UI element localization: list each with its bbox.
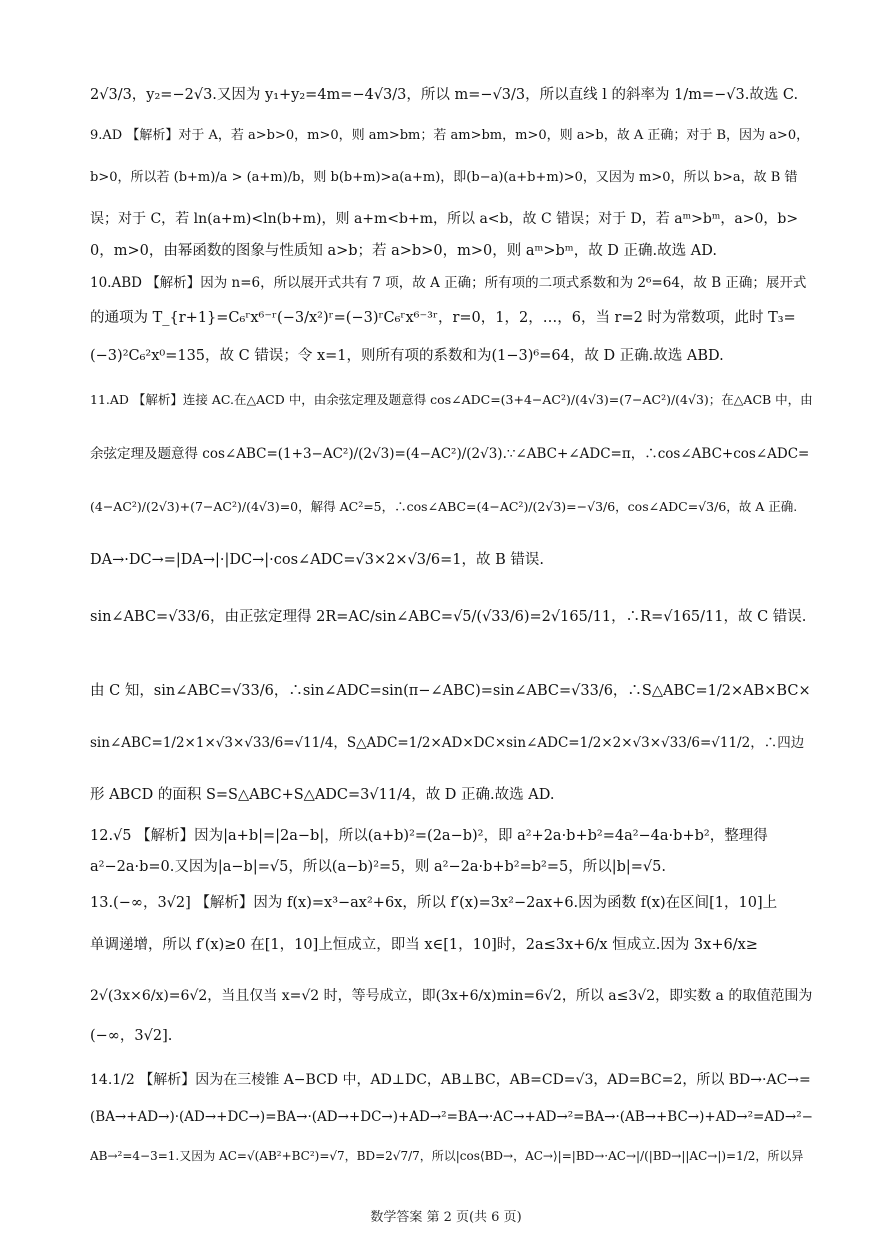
text-line: 0，m>0，由幂函数的图象与性质知 a>b；若 a>b>0，m>0，则 aᵐ>bᵐ，故 D 正确.故选 AD.: [90, 243, 717, 259]
text-line: 2√3/3，y₂=−2√3.又因为 y₁+y₂=4m=−4√3/3，所以 m=−√3/3，所以直线 l 的斜率为 1/m=−√3.故选 C.: [90, 87, 799, 103]
text-line: (4−AC²)/(2√3)+(7−AC²)/(4√3)=0，解得 AC²=5，∴cos∠ABC=(4−AC²)/(2√3)=−√3/6，cos∠ADC=√3/6，故 A 正确.: [90, 499, 798, 514]
text-line: b>0，所以若 (b+m)/a > (a+m)/b，则 b(b+m)>a(a+m)，即(b−a)(a+b+m)>0，又因为 m>0，所以 b>a，故 B 错: [90, 170, 798, 185]
text-line: 单调递增，所以 f′(x)≥0 在[1，10]上恒成立，即当 x∈[1，10]时，2a≤3x+6/x 恒成立.因为 3x+6/x≥: [90, 937, 758, 953]
text-line: 14.1/2 【解析】因为在三棱锥 A−BCD 中，AD⊥DC，AB⊥BC，AB=CD=√3，AD=BC=2，所以 BD→·AC→=: [90, 1072, 811, 1088]
text-line: 由 C 知，sin∠ABC=√33/6，∴sin∠ADC=sin(π−∠ABC)=sin∠ABC=√33/6，∴S△ABC=1/2×AB×BC×: [90, 683, 811, 699]
text-line: 13.(−∞，3√2] 【解析】因为 f(x)=x³−ax²+6x，所以 f′(x)=3x²−2ax+6.因为函数 f(x)在区间[1，10]上: [90, 895, 778, 911]
text-line: 9.AD 【解析】对于 A，若 a>b>0，m>0，则 am>bm；若 am>bm，m>0，则 a>b，故 A 正确；对于 B，因为 a>0，: [90, 128, 810, 143]
page-footer: 数学答案 第 2 页(共 6 页): [370, 1210, 522, 1225]
text-line: 形 ABCD 的面积 S=S△ABC+S△ADC=3√11/4，故 D 正确.故选 AD.: [90, 787, 555, 803]
text-line: DA→·DC→=|DA→|·|DC→|·cos∠ADC=√3×2×√3/6=1，故 B 错误.: [90, 552, 544, 568]
text-line: (−∞，3√2].: [90, 1028, 173, 1044]
text-line: (BA→+AD→)·(AD→+DC→)=BA→·(AD→+DC→)+AD→²=BA→·AC→+AD→²=BA→·(AB→+BC→)+AD→²=AD→²−: [90, 1109, 813, 1125]
text-line: (−3)²C₆²x⁰=135，故 C 错误；令 x=1，则所有项的系数和为(1−3)⁶=64，故 D 正确.故选 ABD.: [90, 348, 724, 364]
text-line: 的通项为 T_{r+1}=C₆ʳx⁶⁻ʳ(−3/x²)ʳ=(−3)ʳC₆ʳx⁶⁻³ʳ，r=0，1，2，…，6，当 r=2 时为常数项，此时 T₃=: [90, 310, 796, 326]
text-line: sin∠ABC=√33/6，由正弦定理得 2R=AC/sin∠ABC=√5/(√33/6)=2√165/11，∴R=√165/11，故 C 错误.: [90, 609, 807, 625]
text-line: AB→²=4−3=1.又因为 AC=√(AB²+BC²)=√7，BD=2√7/7，所以|cos⟨BD→，AC→⟩|=|BD→·AC→|/(|BD→||AC→|)=1/2，所以异: [90, 1149, 804, 1163]
text-line: 12.√5 【解析】因为|a+b|=|2a−b|，所以(a+b)²=(2a−b)²，即 a²+2a·b+b²=4a²−4a·b+b²，整理得: [90, 828, 768, 844]
text-line: sin∠ABC=1/2×1×√3×√33/6=√11/4，S△ADC=1/2×AD×DC×sin∠ADC=1/2×2×√3×√33/6=√11/2，∴四边: [90, 735, 805, 751]
text-line: a²−2a·b=0.又因为|a−b|=√5，所以(a−b)²=5，则 a²−2a·b+b²=b²=5，所以|b|=√5.: [90, 859, 667, 875]
text-line: 余弦定理及题意得 cos∠ABC=(1+3−AC²)/(2√3)=(4−AC²)/(2√3).∵∠ABC+∠ADC=π，∴cos∠ABC+cos∠ADC=: [90, 446, 810, 462]
text-line: 2√(3x×6/x)=6√2，当且仅当 x=√2 时，等号成立，即(3x+6/x)min=6√2，所以 a≤3√2，即实数 a 的取值范围为: [90, 988, 813, 1004]
text-line: 误；对于 C，若 ln(a+m)<ln(b+m)，则 a+m<b+m，所以 a<b，故 C 错误；对于 D，若 aᵐ>bᵐ，a>0，b>: [90, 211, 799, 227]
text-line: 11.AD 【解析】连接 AC.在△ACD 中，由余弦定理及题意得 cos∠ADC=(3+4−AC²)/(4√3)=(7−AC²)/(4√3)；在△ACB 中，由: [90, 392, 813, 407]
text-line: 10.ABD 【解析】因为 n=6，所以展开式共有 7 项，故 A 正确；所有项的二项式系数和为 2⁶=64，故 B 正确；展开式: [90, 275, 807, 291]
